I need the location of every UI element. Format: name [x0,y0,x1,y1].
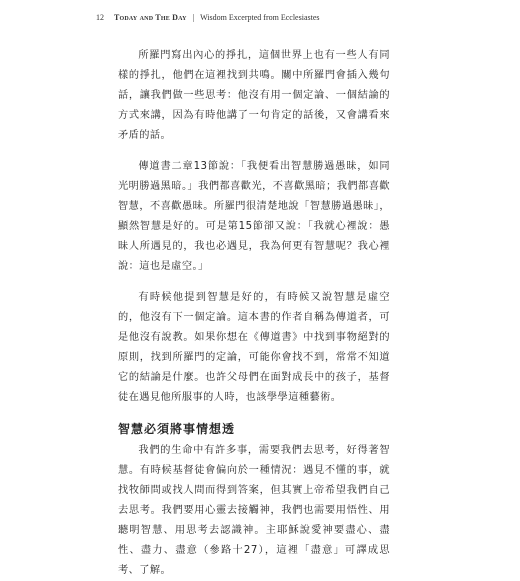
chapter-title: Wisdom Excerpted from Ecclesiastes [200,13,320,22]
page-body [118,46,390,581]
paragraph-text: 所羅門寫出內心的掙扎，這個世界上也有一些人有同樣的掙扎，他們在這裡找到共鳴。關中所羅門會插入幾句話，讓我們做一些思考：他沒有用一個定論、一個結論的方式來講，因為有時他講了一句肯定的話後，又會講看來矛盾的話。 [118,50,390,141]
page-number: 12 [96,13,104,22]
paragraph-wisdom-quote [118,157,390,277]
scripture-quote: 「我便看出智慧勝過愚昧，如同光明勝過黑暗。」 [118,161,390,192]
paragraph-text: 我們的生命中有許多事，需要我們去思考，好得著智慧。有時候基督徒會偏向於一種情況：遇見不懂的事，就找牧師問或找人問而得到答案，但其實上帝希望我們自己去思考。我們要用心靈去接觸神，我們也需要用悟性、用聽明智慧、用思考去認識神。主耶穌說愛神要盡心、盡性、盡力、盡意（參路十27），這裡「盡意」可譯成思考、了解。 [118,445,390,576]
paragraph-text: 傳道書二章13節說： [138,161,241,172]
book-title: Today and The Day [114,13,187,22]
paragraph-think [118,441,390,581]
header-separator: | [192,13,195,22]
paragraph-text: 有時候他提到智慧是好的，有時候又說智慧是虛空的，他沒有下一個定論。這本書的作者自稱為傳道者，可是他沒有說教。如果你想在《傳道書》中找到事物絕對的原則，找到所羅門的定論，可能你會找不到，常常不知道它的結論是什麼。也許父母們在面對成長中的孩子，基督徒在遇見他所服事的人時，也該學學這種藝術。 [118,292,390,403]
paragraph-text: 我們都喜歡光，不喜歡黑暗；我們都喜歡智慧，不喜歡愚昧。所羅門很清楚地說「智慧勝過愚昧」，顯然智慧是好的。可是第15節卻又說： [118,181,390,232]
paragraph-struggle [118,46,390,146]
section-heading: 智慧必須將事情想透 [118,422,236,436]
paragraph-no-conclusion [118,288,390,408]
running-header [96,13,320,22]
scripture-quote: 「我就心裡說：愚昧人所遇見的，我也必遇見，我為何更有智慧呢？我心裡說：這也是虛空。」 [118,221,391,272]
